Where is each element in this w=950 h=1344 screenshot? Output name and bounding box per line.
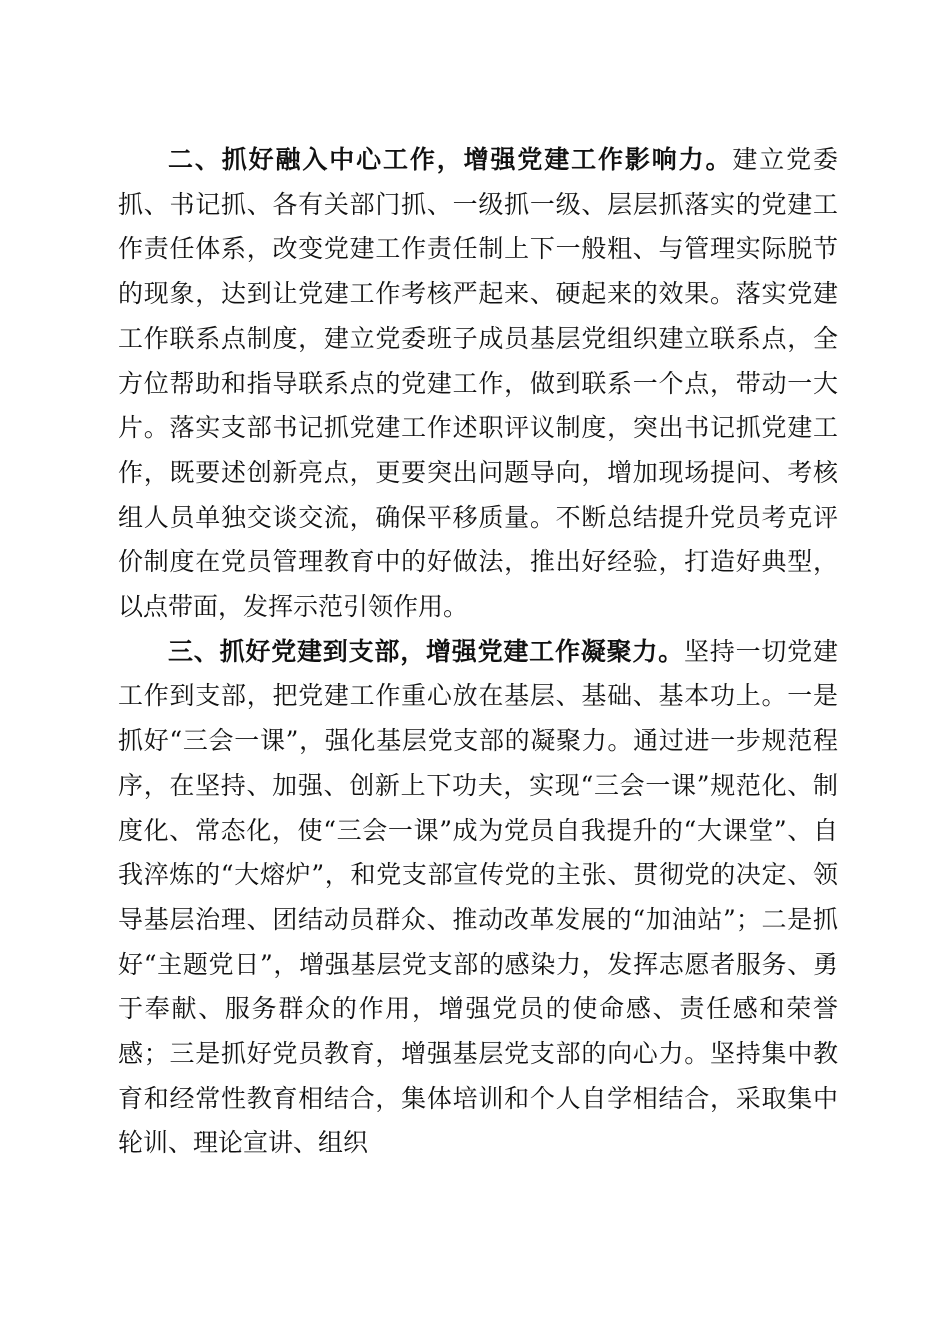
section-heading-three: 三、抓好党建到支部，增强党建工作凝聚力。 — [168, 636, 684, 666]
paragraph-body-two: 建立党委抓、书记抓、各有关部门抓、一级抓一级、层层抓落实的党建工作责任体系，改变党建工作责任制上下一般粗、与管理实际脱节的现象，达到让党建工作考核严起来、硬起来的效果。落实党建工作联系点制度，建立党委班子成员基层党组织建立联系点，全方位帮助和指导联系点的党建工作，做到联系一个点，带动一大片。落实支部书记抓党建工作述职评议制度，突出书记抓党建工作，既要述创新亮点，更要突出问题导向，增加现场提问、考核组人员单独交谈交流，确保平移质量。不断总结提升党员考克评价制度在党员管理教育中的好做法，推出好经验，打造好典型，以点带面，发挥示范引领作用。 — [118, 145, 838, 622]
body-text — [118, 138, 838, 1166]
paragraph-body-three: 坚持一切党建工作到支部，把党建工作重心放在基层、基础、基本功上。一是抓好“三会一课”，强化基层党支部的凝聚力。通过进一步规范程序，在坚持、加强、创新上下功夫，实现“三会一课”规范化、制度化、常态化，使“三会一课”成为党员自我提升的“大课堂”、自我淬炼的“大熔炉”，和党支部宣传党的主张、贯彻党的决定、领导基层治理、团结动员群众、推动改革发展的“加油站”；二是抓好“主题党日”，增强基层党支部的感染力，发挥志愿者服务、勇于奉献、服务群众的作用，增强党员的使命感、责任感和荣誉感；三是抓好党员教育，增强基层党支部的向心力。坚持集中教育和经常性教育相结合，集体培训和个人自学相结合，采取集中轮训、理论宣讲、组织 — [118, 636, 838, 1158]
paragraph-party-influence — [118, 138, 838, 630]
paragraph-party-cohesion — [118, 630, 838, 1166]
section-heading-two: 二、抓好融入中心工作，增强党建工作影响力。 — [168, 145, 733, 174]
